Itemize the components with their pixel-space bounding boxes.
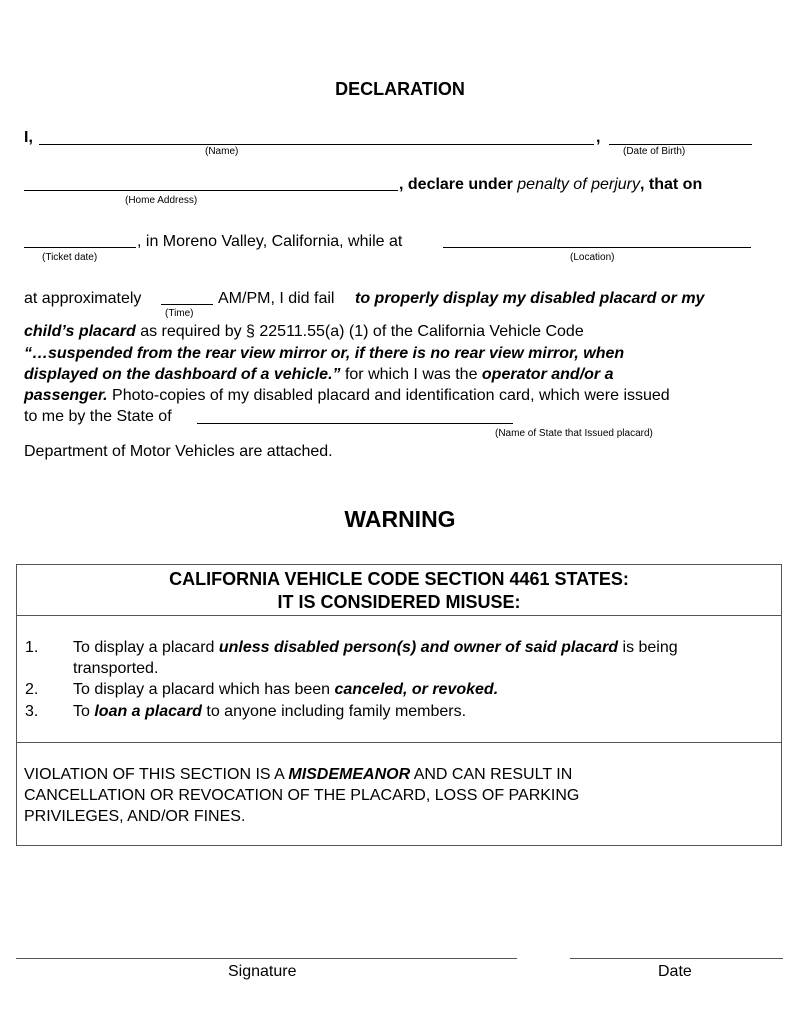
state-caption: (Name of State that Issued placard) [495, 428, 653, 439]
list-item [73, 702, 466, 721]
box-divider-bottom [17, 742, 781, 743]
declare-statement [399, 175, 702, 194]
paragraph-line-5 [24, 386, 670, 405]
as-required-text: as required by § 22511.55(a) (1) of the California Vehicle Code [135, 323, 584, 340]
paragraph-line-2 [24, 322, 584, 341]
item-3-em: loan a placard [94, 703, 202, 720]
quote-line-1: “…suspended from the rear view mirror or, if there is no rear view mirror, when [24, 345, 625, 362]
item-1-pre: To display a placard [73, 639, 219, 656]
violation-pre: VIOLATION OF THIS SECTION IS A [24, 766, 289, 783]
box-title-line-2: IT IS CONSIDERED MISUSE: [277, 592, 521, 612]
name-prefix: I, [24, 129, 33, 146]
time-field[interactable] [161, 304, 213, 305]
penalty-text: penalty of perjury [517, 176, 640, 193]
box-divider-top [17, 615, 781, 616]
quote-line-2: displayed on the dashboard of a vehicle.” [24, 366, 341, 383]
warning-heading: WARNING [344, 506, 456, 532]
item-3-pre: To [73, 703, 95, 720]
violation-line-1 [24, 765, 572, 784]
operator-text: operator and/or a [481, 366, 614, 383]
dob-field[interactable] [609, 144, 752, 145]
ticket-caption: (Ticket date) [42, 252, 98, 263]
date-line[interactable] [570, 958, 783, 959]
document-title: DECLARATION [335, 79, 465, 99]
signature-line[interactable] [16, 958, 517, 959]
violation-line-2: CANCELLATION OR REVOCATION OF THE PLACARD, LOSS OF PARKING [24, 787, 580, 804]
to-me-text: to me by the State of [24, 408, 172, 425]
item-1-continuation: transported. [73, 660, 159, 677]
location-field[interactable] [443, 247, 751, 248]
item-3-post: to anyone including family members. [201, 703, 467, 720]
in-city-text: , in Moreno Valley, California, while at [137, 233, 403, 250]
address-caption: (Home Address) [125, 195, 198, 206]
violation-post: AND CAN RESULT IN [410, 766, 573, 783]
home-address-field[interactable] [24, 190, 398, 191]
approx-text: at approximately [24, 290, 142, 307]
list-item-number: 2. [25, 681, 39, 698]
signature-label: Signature [228, 963, 297, 980]
item-1-em: unless disabled person(s) and owner of said placard [218, 639, 619, 656]
list-item [73, 638, 678, 657]
for-which-text: for which I was the [340, 366, 482, 383]
list-item-number: 3. [25, 703, 39, 720]
name-field[interactable] [39, 144, 594, 145]
passenger-text: passenger. [24, 387, 108, 404]
list-item [73, 680, 498, 699]
name-comma: , [596, 129, 601, 146]
time-caption: (Time) [165, 308, 194, 319]
name-caption: (Name) [205, 146, 239, 157]
item-2-em: canceled, or revoked. [334, 681, 499, 698]
ampm-text: AM/PM, I did fail [218, 290, 335, 307]
photo-copies-text: Photo-copies of my disabled placard and identification card, which were issued [107, 387, 670, 404]
fail-display-text: to properly display my disabled placard or my [355, 290, 705, 307]
misdemeanor-text: MISDEMEANOR [288, 766, 411, 783]
state-field[interactable] [197, 423, 513, 424]
box-title-line-1: CALIFORNIA VEHICLE CODE SECTION 4461 STATES: [169, 569, 629, 589]
ticket-date-field[interactable] [24, 247, 136, 248]
dmv-text: Department of Motor Vehicles are attached. [24, 443, 333, 460]
declare-text: , declare under [399, 176, 518, 193]
date-label: Date [658, 963, 692, 980]
location-caption: (Location) [570, 252, 615, 263]
childs-placard-text: child’s placard [24, 323, 136, 340]
violation-line-3: PRIVILEGES, AND/OR FINES. [24, 808, 246, 825]
that-on-text: , that on [640, 176, 703, 193]
warning-box [16, 564, 782, 846]
dob-caption: (Date of Birth) [623, 146, 686, 157]
item-2-pre: To display a placard which has been [73, 681, 335, 698]
list-item-number: 1. [25, 639, 39, 656]
item-1-post: is being [618, 639, 678, 656]
paragraph-line-4 [24, 365, 613, 384]
